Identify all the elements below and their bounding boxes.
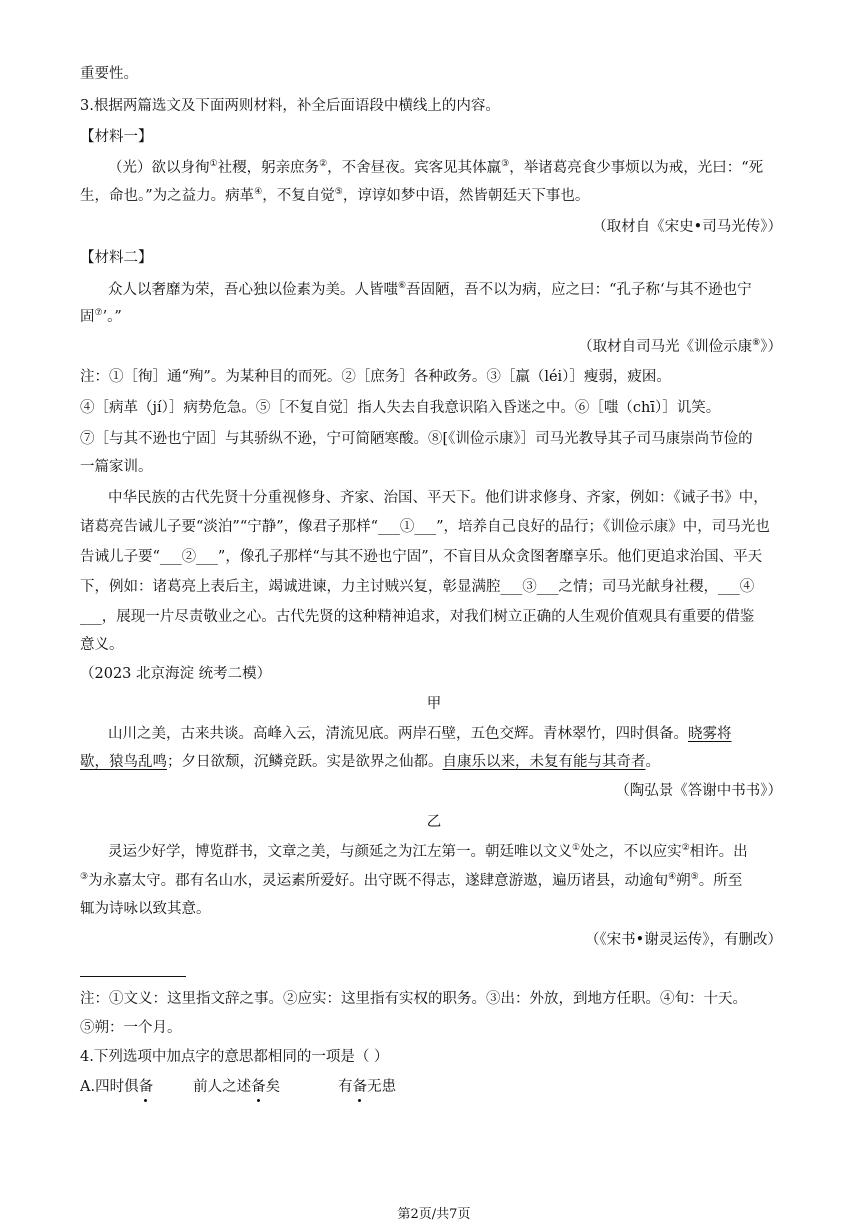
footnote-line: 注：①文义：这里指文辞之事。②应实：这里指有实权的职务。③出：外放，到地方任职。④旬：十天。 <box>80 991 747 1007</box>
passage-b-line: 灵运少好学，博览群书，文章之美，与颜延之为江左第一。朝廷唯以文义①处之，不以应实②相许。出 <box>108 843 748 860</box>
text-line: 重要性。 <box>80 66 138 82</box>
question-3: 3.根据两篇选文及下面两则材料，补全后面语段中横线上的内容。 <box>80 98 500 114</box>
material-2-line: 众人以奢靡为荣，吾心独以俭素为美。人皆嗤⑥吾固陋，吾不以为病，应之曰：“孔子称‘与其不逊也宁 <box>108 281 752 298</box>
source-citation: （陶弘景《答谢中书书》） <box>615 783 782 799</box>
fill-in-paragraph-line: ___，展现一片尽责敬业之心。古代先贤的这种精神追求，对我们树立正确的人生观价值观具有重要的借鉴 <box>80 609 755 625</box>
blank-2: ___②___ <box>159 549 218 565</box>
blank-3: ___③___ <box>500 579 559 595</box>
blank-4: ___④ <box>718 579 755 595</box>
underlined-phrase: 歇，猿鸟乱鸣 <box>80 754 167 770</box>
fill-in-paragraph-line: 诸葛亮告诫儿子要“淡泊”“宁静”，像君子那样“___①___”，培养自己良好的品行；《训俭示康》中，司马光也 <box>80 519 770 535</box>
option-a: A.四时俱备 前人之述备矣 有备无患 <box>80 1079 397 1095</box>
page-number: 第2页/共7页 <box>397 1207 471 1222</box>
source-citation: （取材自《宋史•司马光传》） <box>592 219 782 235</box>
passage-b-title: 乙 <box>426 814 442 830</box>
fill-in-paragraph-line: 中华民族的古代先贤十分重视修身、齐家、治国、平天下。他们讲求修身、齐家，例如：《诫子书》中， <box>108 490 768 506</box>
material-2-heading: 【材料二】 <box>80 250 153 266</box>
passage-b-line: ③为永嘉太守。郡有名山水，灵运素所爱好。出守既不得志，遂肆意游遨，遍历诸县，动逾旬④朔⑤。所至 <box>80 872 743 889</box>
fill-in-paragraph-line: 意义。 <box>80 637 124 653</box>
fill-in-paragraph-line: 告诫儿子要“___②___”，像孔子那样“与其不逊也宁固”，不盲目从众贪图奢靡享乐。他们更追求治国、平天 <box>80 549 763 565</box>
annotation-line: 一篇家训。 <box>80 459 153 475</box>
footnote-line: ⑤朔：一个月。 <box>80 1020 182 1036</box>
material-1-line: 生，命也。”为之益力。病革④，不复自觉⑤，谆谆如梦中语，然皆朝廷天下事也。 <box>80 187 590 204</box>
annotation-line: ⑦［与其不逊也宁固］与其骄纵不逊，宁可简陋寒酸。⑧[《训俭示康》］司马光教导其子司马康崇尚节俭的 <box>80 431 753 447</box>
fill-in-paragraph-line: 下，例如：诸葛亮上表后主，竭诚进谏，力主讨贼兴复，彰显满腔___③___之情；司马光献身社稷，___④ <box>80 579 755 595</box>
material-1-heading: 【材料一】 <box>80 129 153 145</box>
underlined-phrase: 晓雾将 <box>688 726 732 742</box>
material-1-line: （光）欲以身徇①社稷，躬亲庶务②，不舍昼夜。宾客见其体羸③，举诸葛亮食少事烦以为戒，光曰：“死 <box>108 159 764 176</box>
material-2-line: 固⑦’。” <box>80 308 122 325</box>
passage-b-line: 辄为诗咏以致其意。 <box>80 901 211 917</box>
source-citation: （取材自司马光《训俭示康⑧》） <box>578 338 782 355</box>
dotted-character: 备 <box>138 1079 154 1095</box>
dotted-character: 备 <box>352 1079 368 1095</box>
annotation-line: ④［病革（jí）］病势危急。⑤［不复自觉］指人失去自我意识陷入昏迷之中。⑥［嗤（chī）］讥笑。 <box>80 400 721 416</box>
passage-a-line: 山川之美，古来共谈。高峰入云，清流见底。两岸石壁，五色交辉。青林翠竹，四时俱备。晓雾将 <box>108 726 732 742</box>
dotted-character: 备 <box>251 1079 266 1095</box>
footnote-rule <box>80 976 186 977</box>
passage-a-title: 甲 <box>426 696 442 712</box>
annotation-line: 注：①［徇］通“殉”。为某种目的而死。②［庶务］各种政务。③［羸（léi）］瘦弱，疲困。 <box>80 369 671 385</box>
underlined-phrase: 自康乐以来，未复有能与其奇者 <box>442 754 646 770</box>
exam-source: （2023 北京海淀 统考二模） <box>80 666 272 682</box>
blank-1: ___①___ <box>378 519 437 535</box>
passage-a-line: 歇，猿鸟乱鸣；夕日欲颓，沉鳞竞跃。实是欲界之仙都。自康乐以来，未复有能与其奇者。 <box>80 754 660 770</box>
question-4: 4.下列选项中加点字的意思都相同的一项是（ ） <box>80 1049 389 1065</box>
source-citation: （《宋书•谢灵运传》，有删改） <box>584 932 782 948</box>
